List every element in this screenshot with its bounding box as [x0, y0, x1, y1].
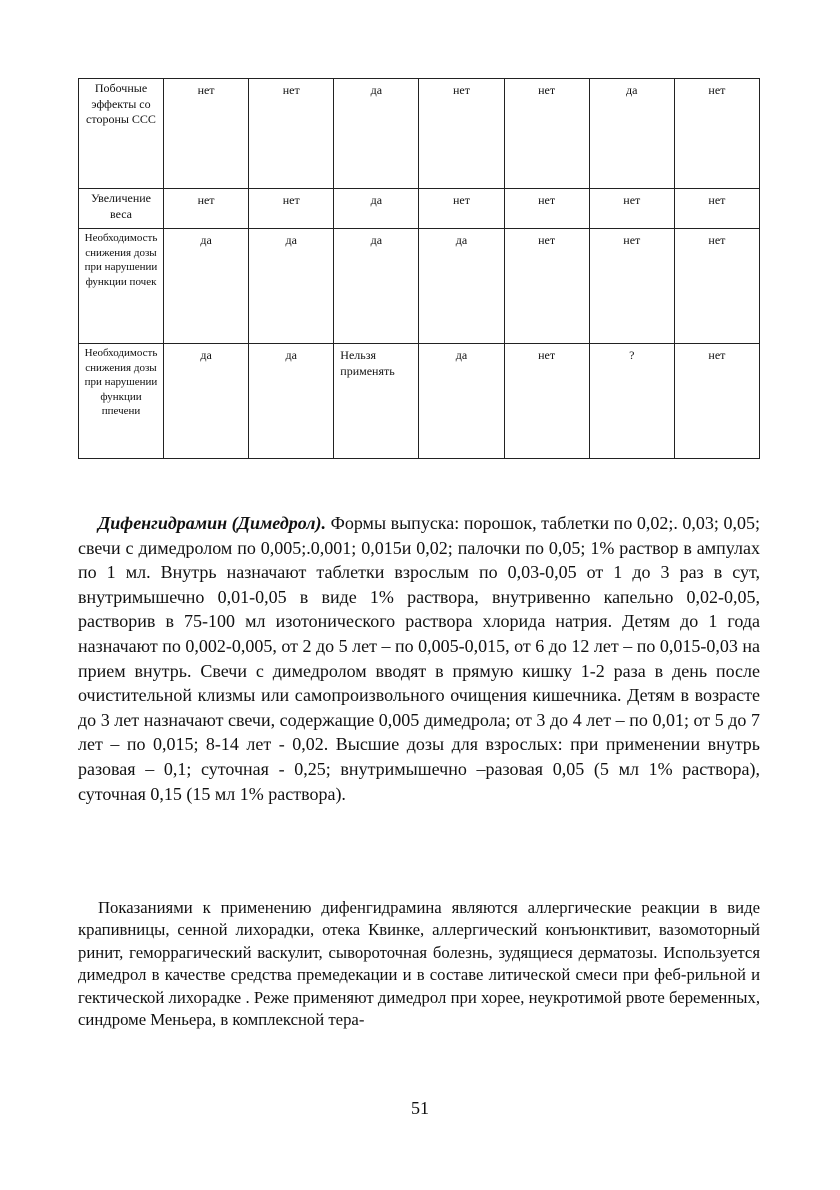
table-cell: ? [589, 344, 674, 459]
drug-name: Дифенгидрамин (Димедрол). [98, 513, 327, 533]
table-cell: нет [589, 189, 674, 229]
table-cell: нет [164, 79, 249, 189]
table-cell: нет [419, 189, 504, 229]
table-row [79, 189, 760, 229]
table-cell: нет [504, 344, 589, 459]
comparison-table [78, 78, 760, 459]
table-body [79, 79, 760, 459]
table-cell: нет [674, 79, 759, 189]
table-cell: нет [504, 189, 589, 229]
table-cell: Нельзя применять [334, 344, 419, 459]
row-header: Необходимость снижения дозы при нарушении функции ппечени [79, 344, 164, 459]
table-cell: да [164, 229, 249, 344]
table-cell: да [164, 344, 249, 459]
paragraph-dosage-text: Формы выпуска: порошок, таблетки по 0,02;. 0,03; 0,05; свечи с димедролом по 0,005;.0,001; 0,015и 0,02; палочки по 0,05; 1% раствор в ампулах по 1 мл. Внутрь назначают таблетки взрослым по 0,03-0,05 от 1 до 3 раз в сут, внутримышечно 0,01-0,05 в виде 1% раствора, внутривенно капельно 0,02-0,05, растворив в 75-100 мл изотонического раствора хлорида натрия. Детям до 1 года назначают по 0,002-0,005, от 2 до 5 лет – по 0,005-0,015, от 6 до 12 лет – по 0,015-0,03 на прием внутрь. Свечи с димедролом вводят в прямую кишку 1-2 раза в день после очистительной клизмы или самопроизвольного очищения кишечника. Детям в возрасте до 3 лет назначают свечи, содержащие 0,005 димедрола; от 3 до 4 лет – по 0,01; от 5 до 7 лет – по 0,015; 8-14 лет - 0,02. Высшие дозы для взрослых: при применении внутрь разовая – 0,1; суточная - 0,25; внутримышечно –разовая 0,05 (5 мл 1% раствора), суточная 0,15 (15 мл 1% раствора). [78, 513, 761, 804]
table-cell: нет [589, 229, 674, 344]
table-cell: нет [674, 189, 759, 229]
table-cell: да [419, 229, 504, 344]
table-cell: да [334, 189, 419, 229]
table-row [79, 79, 760, 189]
table-cell: нет [419, 79, 504, 189]
table-cell: да [334, 229, 419, 344]
table-cell: да [249, 229, 334, 344]
table-cell: нет [504, 79, 589, 189]
table-cell: да [419, 344, 504, 459]
table-row [79, 344, 760, 459]
row-header: Увеличение веса [79, 189, 164, 229]
paragraph-dimedrol-dosage [78, 511, 760, 806]
row-header: Необходимость снижения дозы при нарушении функции почек [79, 229, 164, 344]
table-cell: нет [504, 229, 589, 344]
table-cell: нет [674, 229, 759, 344]
row-header: Побочные эффекты со стороны ССС [79, 79, 164, 189]
table-cell: нет [249, 79, 334, 189]
table-row [79, 229, 760, 344]
table-cell: нет [249, 189, 334, 229]
table-cell: нет [674, 344, 759, 459]
paragraph-indications: Показаниями к применению дифенгидрамина являются аллергические реакции в виде крапивницы, сенной лихорадки, отека Квинке, аллергический конъюнктивит, вазомоторный ринит, геморрагический васкулит, сывороточная болезнь, зудящиеся дерматозы. Используется димедрол в качестве средства премедекации и в составе литической смеси при феб-рильной и гектической лихорадке . Реже применяют димедрол при хорее, неукротимой рвоте беременных, синдроме Меньера, в комплексной тера- [78, 898, 760, 1030]
table-cell: да [589, 79, 674, 189]
table-cell: нет [164, 189, 249, 229]
table-cell: да [334, 79, 419, 189]
table-cell: да [249, 344, 334, 459]
page-number: 51 [411, 1098, 429, 1118]
